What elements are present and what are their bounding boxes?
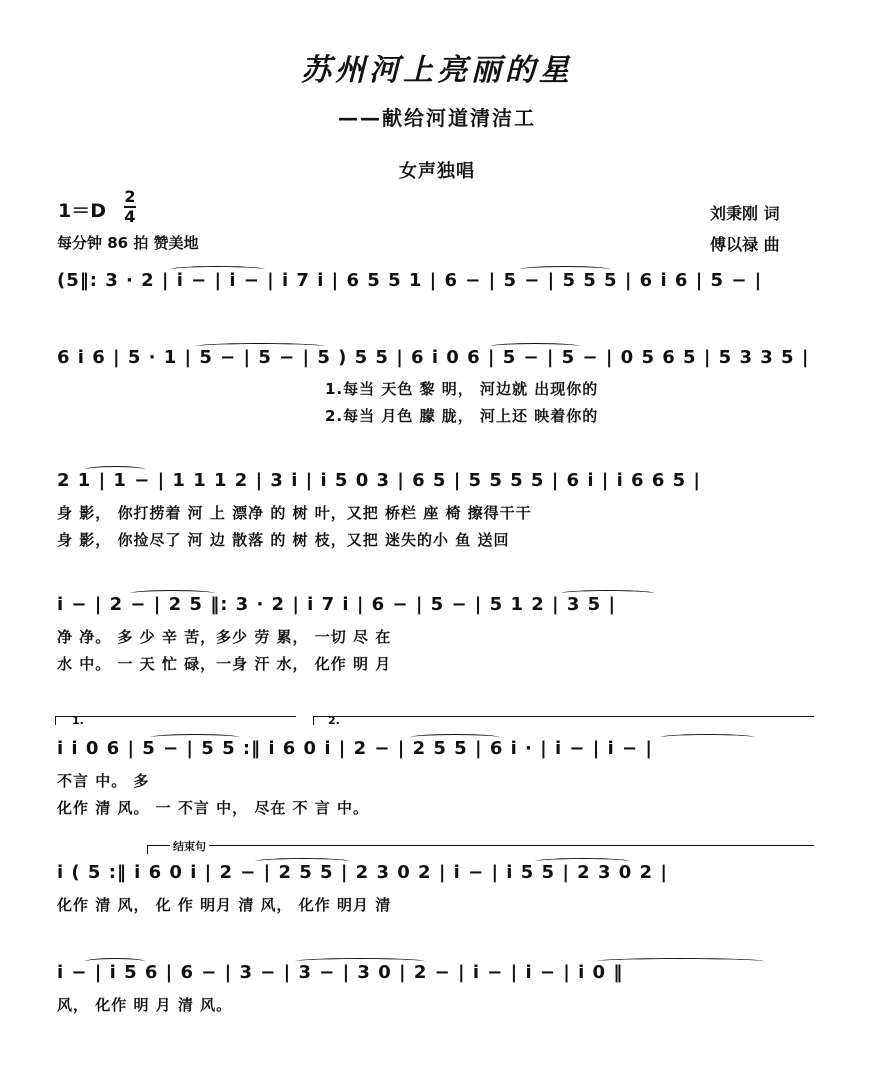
tie-mark [170,266,265,273]
tempo-marking: 每分钟 86 拍 赞美地 [57,234,199,252]
system-6-notes: i ( 5 :‖ i 6 0 i | 2 − | 2 5 5 | 2 3 0 2 | i − | i 5 5 | 2 3 0 2 | [57,862,668,883]
ending-bracket [147,845,814,854]
system-2-lyrics-verse-2: 2.每当 月色 朦 胧， 河上还 映着你的 [325,407,599,425]
system-4-notes: i − | 2 − | 2 5 ‖: 3 · 2 | i 7 i | 6 − | 5 − | 5 1 2 | 3 5 | [57,594,617,615]
system-6-lyrics: 化作 清 风， 化 作 明月 清 风， 化作 明月 清 [57,896,392,914]
tie-mark [295,958,425,965]
volta-2-bracket [313,716,814,725]
system-3-notes: 2 1 | 1 − | 1 1 1 2 | 3 i | i 5 0 3 | 6 5 | 5 5 5 5 | 6 i | i 6 6 5 | [57,470,702,491]
tie-mark [150,734,240,741]
system-5-lyrics-verse-1: 不言 中。 多 [57,772,150,790]
tie-mark [195,343,325,350]
system-1-notes: (5‖: 3 · 2 | i − | i − | i 7 i | 6 5 5 1 | 6 − | 5 − | 5 5 5 | 6 i 6 | 5 − | [57,270,763,291]
tie-mark [490,343,580,350]
composer-credit: 傅以禄 曲 [710,235,780,254]
tie-mark [85,466,145,473]
meter-top: 2 [124,187,136,206]
key-signature: 1＝D [58,200,106,222]
tie-mark [410,734,500,741]
volta-1-bracket [55,716,296,725]
tie-mark [255,858,350,865]
tie-mark [660,734,755,741]
system-3-lyrics-verse-1: 身 影， 你打捞着 河 上 漂净 的 树 叶，又把 桥栏 座 椅 擦得干干 [57,504,532,522]
tie-mark [595,958,765,965]
song-title: 苏州河上亮丽的星 [301,53,573,88]
tie-mark [520,266,610,273]
system-7-lyrics: 风， 化作 明 月 清 风。 [57,996,233,1014]
system-2-notes: 6 i 6 | 5 · 1 | 5 − | 5 − | 5 ) 5 5 | 6 i 0 6 | 5 − | 5 − | 0 5 6 5 | 5 3 3 5 | [57,347,810,368]
system-3-lyrics-verse-2: 身 影， 你捡尽了 河 边 散落 的 树 枝，又把 迷失的小 鱼 送回 [57,531,510,549]
system-4-lyrics-verse-2: 水 中。 一 天 忙 碌，一身 汗 水， 化作 明 月 [57,655,392,673]
system-5-notes: i i 0 6 | 5 − | 5 5 :‖ i 6 0 i | 2 − | 2 5 5 | 6 i · | i − | i − | [57,738,653,759]
volta-1-label: 1. [72,714,84,727]
tie-mark [130,590,215,597]
ending-label: 结束句 [170,838,209,854]
voice-type: 女声独唱 [399,161,475,182]
system-2-lyrics-verse-1: 1.每当 天色 黎 明， 河边就 出现你的 [325,380,599,398]
system-7-notes: i − | i 5 6 | 6 − | 3 − | 3 − | 3 0 | 2 − | i − | i − | i 0 ‖ [57,962,624,983]
time-signature [124,189,136,225]
tie-mark [535,858,630,865]
system-5-lyrics-verse-2: 化作 清 风。 一 不言 中， 尽在 不 言 中。 [57,799,370,817]
tie-mark [560,590,655,597]
meter-bottom: 4 [124,207,136,226]
lyricist-credit: 刘秉刚 词 [710,204,780,223]
system-4-lyrics-verse-1: 净 净。 多 少 辛 苦，多少 劳 累， 一切 尽 在 [57,628,392,646]
tie-mark [85,958,145,965]
song-subtitle: ——献给河道清洁工 [338,106,536,130]
volta-2-label: 2. [328,714,340,727]
